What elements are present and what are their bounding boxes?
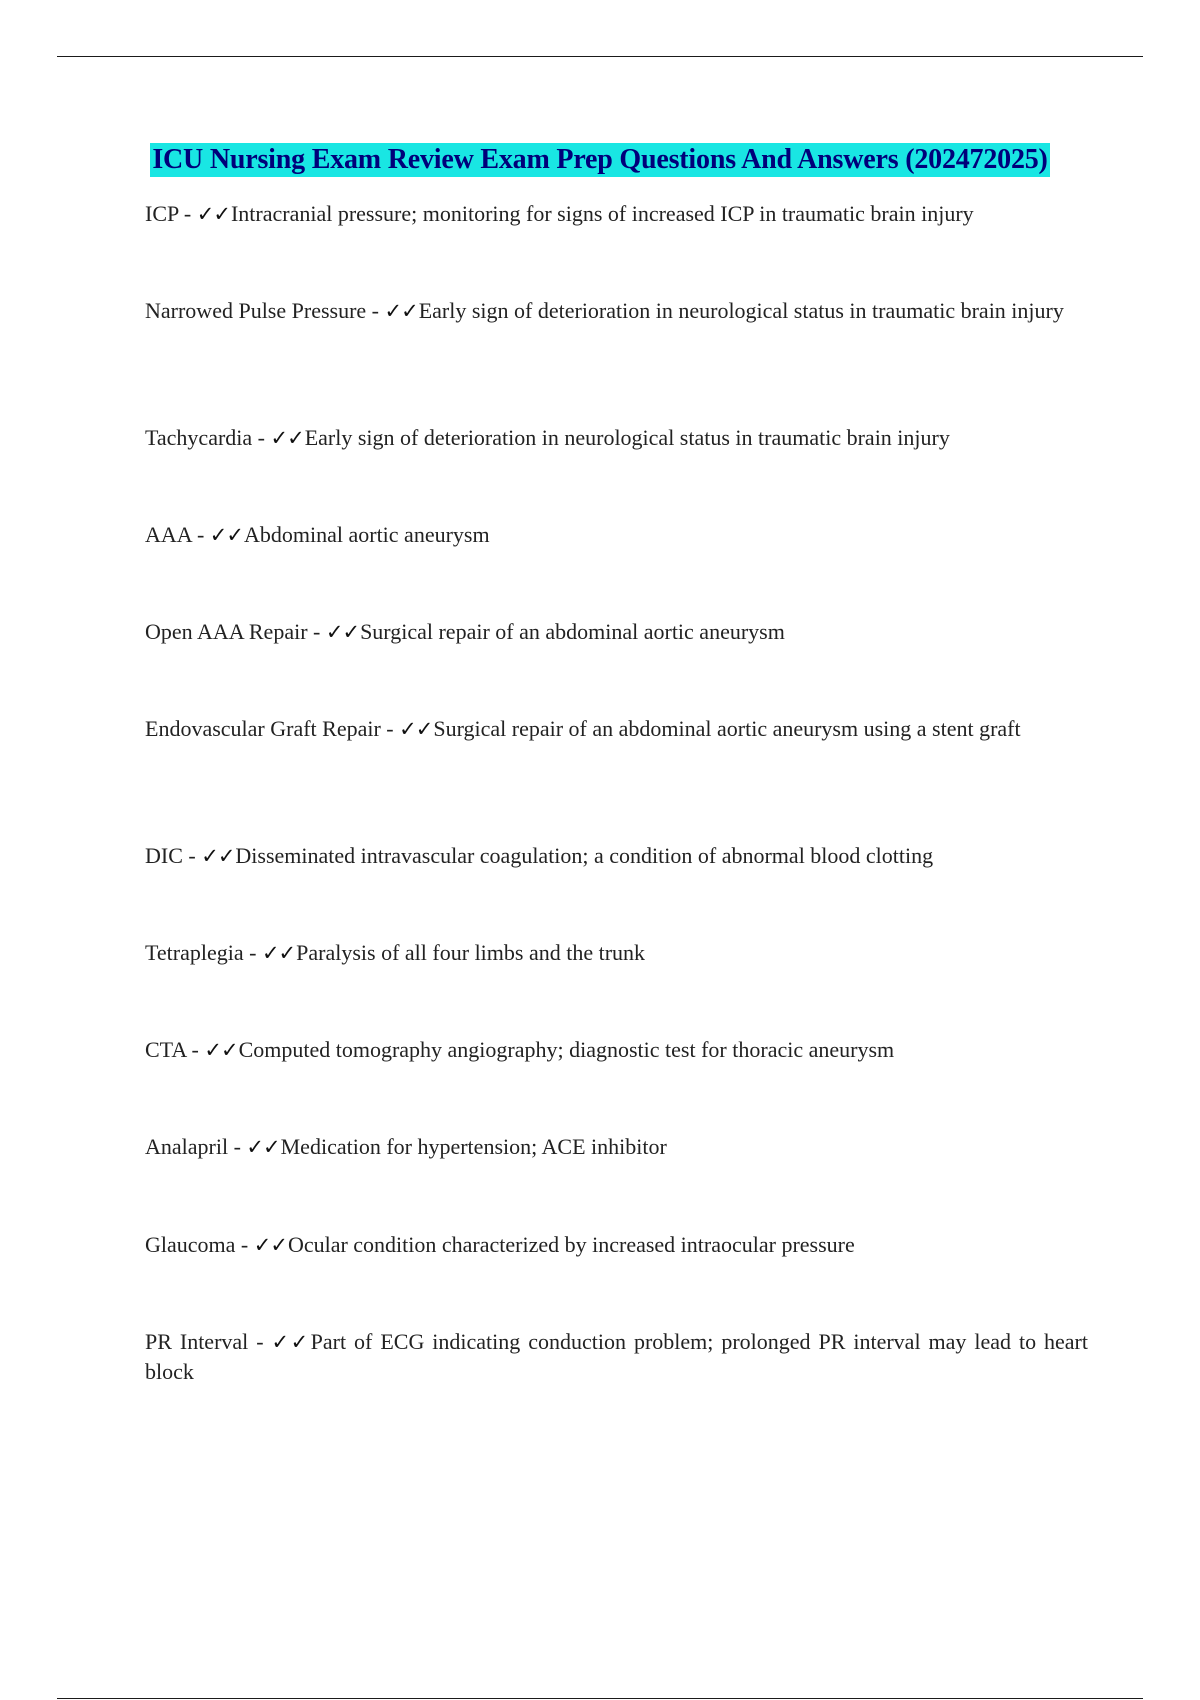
entry-term: Endovascular Graft Repair xyxy=(145,716,381,741)
entry-separator: - xyxy=(178,201,197,226)
entry-separator: - xyxy=(191,522,210,547)
double-check-icon: ✓✓ xyxy=(399,717,433,741)
entry-separator: - xyxy=(252,425,271,450)
entry-open-aaa-repair xyxy=(145,617,1088,647)
entry-separator: - xyxy=(228,1134,247,1159)
entry-separator: - xyxy=(380,716,400,741)
entry-glaucoma xyxy=(145,1230,1088,1260)
entry-endovascular-graft-repair xyxy=(145,714,1088,744)
entry-definition: Early sign of deterioration in neurological status in traumatic brain injury xyxy=(304,425,950,450)
entry-term: Analapril xyxy=(145,1134,229,1159)
entry-definition: Medication for hypertension; ACE inhibitor xyxy=(280,1134,667,1159)
title-block xyxy=(0,143,1200,177)
entry-pr-interval xyxy=(145,1327,1088,1387)
entry-definition: Early sign of deterioration in neurological status in traumatic brain injury xyxy=(418,298,1064,323)
entry-dic xyxy=(145,841,1088,871)
double-check-icon: ✓✓ xyxy=(270,426,304,450)
entry-term: Tachycardia xyxy=(145,425,253,450)
double-check-icon: ✓✓ xyxy=(271,1330,310,1354)
double-check-icon: ✓✓ xyxy=(246,1135,280,1159)
entry-definition: Abdominal aortic aneurysm xyxy=(243,522,490,547)
entry-separator: - xyxy=(235,1232,254,1257)
double-check-icon: ✓✓ xyxy=(204,1038,238,1062)
entry-term: PR Interval xyxy=(145,1329,249,1354)
double-check-icon: ✓✓ xyxy=(201,844,235,868)
entry-separator: - xyxy=(248,1329,272,1354)
entry-term: Tetraplegia xyxy=(145,940,244,965)
entry-narrowed-pulse-pressure xyxy=(145,296,1088,326)
double-check-icon: ✓✓ xyxy=(196,202,230,226)
entry-icp xyxy=(145,199,1088,229)
entry-term: CTA xyxy=(145,1037,187,1062)
entry-cta xyxy=(145,1035,1088,1065)
entry-tetraplegia xyxy=(145,938,1088,968)
entry-tachycardia xyxy=(145,423,1088,453)
document-title: ICU Nursing Exam Review Exam Prep Questions And Answers (202472025) xyxy=(152,144,1048,175)
entry-definition: Paralysis of all four limbs and the trunk xyxy=(296,940,646,965)
entry-definition: Surgical repair of an abdominal aortic aneurysm xyxy=(360,619,785,644)
entry-separator: - xyxy=(366,298,385,323)
entry-term: Open AAA Repair xyxy=(145,619,308,644)
entry-definition: Disseminated intravascular coagulation; a condition of abnormal blood clotting xyxy=(235,843,934,868)
entry-term: ICP xyxy=(145,201,179,226)
entry-separator: - xyxy=(186,1037,205,1062)
entry-definition: Ocular condition characterized by increased intraocular pressure xyxy=(287,1232,855,1257)
entry-term: Glaucoma xyxy=(145,1232,236,1257)
entry-separator: - xyxy=(243,940,262,965)
entry-analapril xyxy=(145,1132,1088,1162)
double-check-icon: ✓✓ xyxy=(325,620,360,644)
double-check-icon: ✓✓ xyxy=(261,941,296,965)
entry-separator: - xyxy=(182,843,202,868)
double-check-icon: ✓✓ xyxy=(253,1233,287,1257)
entry-term: Narrowed Pulse Pressure xyxy=(145,298,367,323)
double-check-icon: ✓✓ xyxy=(209,523,243,547)
double-check-icon: ✓✓ xyxy=(384,299,418,323)
entry-separator: - xyxy=(307,619,326,644)
entry-definition: Computed tomography angiography; diagnostic test for thoracic aneurysm xyxy=(238,1037,895,1062)
entry-term: AAA xyxy=(145,522,192,547)
entry-definition: Intracranial pressure; monitoring for signs of increased ICP in traumatic brain injury xyxy=(230,201,974,226)
top-rule xyxy=(57,56,1143,57)
entry-term: DIC xyxy=(145,843,183,868)
bottom-rule xyxy=(57,1698,1143,1699)
entry-aaa xyxy=(145,520,1088,550)
entry-definition: Surgical repair of an abdominal aortic aneurysm using a stent graft xyxy=(433,716,1021,741)
entry-definition: Part of ECG indicating conduction problem; prolonged PR interval may lead to heart block xyxy=(145,1329,1088,1384)
